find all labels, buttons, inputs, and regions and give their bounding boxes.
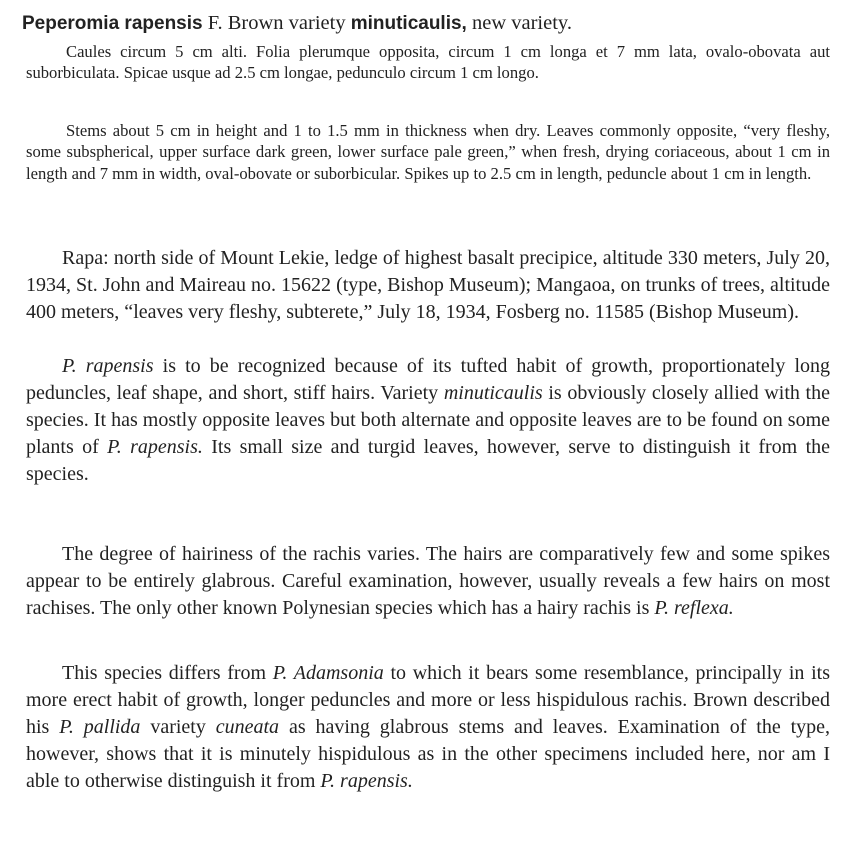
discussion-paragraph-2: The degree of hairiness of the rachis varies. The hairs are comparatively few and some spikes appear to be entirely glabrous. Careful examination, however, usually reveals a few hairs on most rachises. The only other known Polynesian species which has a hairy rachis is P. reflexa. [26, 543, 830, 619]
species-author: F. Brown variety [202, 12, 351, 34]
variety-name: minuticaulis, [350, 13, 467, 34]
english-description: Stems about 5 cm in height and 1 to 1.5 mm in thickness when dry. Leaves commonly opposite, “very fleshy, some subspherical, upper surface dark green, lower surface pale green,” when fresh, drying coriaceous, about 1 cm in length and 7 mm in width, oval-obovate or suborbicular. Spikes up to 2.5 cm in length, peduncle about 1 cm in length. [26, 121, 830, 183]
discussion-paragraph-1: P. rapensis is to be recognized because of its tufted habit of growth, proportionately long peduncles, leaf shape, and short, stiff hairs. Variety minuticaulis is obviously closely allied with the species. It has mostly opposite leaves but both alternate and opposite leaves are to be found on some plants of P. rapensis. Its small size and turgid leaves, however, serve to distinguish it from the species. [26, 355, 831, 485]
species-name: Peperomia rapensis [22, 13, 203, 34]
taxon-heading [22, 8, 832, 39]
heading-tail: new variety. [466, 12, 572, 34]
latin-description: Caules circum 5 cm alti. Folia plerumque opposita, circum 1 cm longa et 7 mm lata, ovalo-obovata aut suborbiculata. Spicae usque ad 2.5 cm longae, pedunculo circum 1 cm longo. [26, 42, 830, 83]
discussion-paragraph-3: This species differs from P. Adamsonia to which it bears some resemblance, principally in its more erect habit of growth, longer peduncles and more or less hispidulous rachis. Brown described his P. pallida variety cuneata as having glabrous stems and leaves. Examination of the type, however, shows that it is minutely hispidulous as in the other specimens included here, nor am I able to otherwise distinguish it from P. rapensis. [26, 662, 831, 792]
specimen-citation: Rapa: north side of Mount Lekie, ledge of highest basalt precipice, altitude 330 meters, July 20, 1934, St. John and Maireau no. 15622 (type, Bishop Museum); Mangaoa, on trunks of trees, altitude 400 meters, “leaves very fleshy, subterete,” July 18, 1934, Fosberg no. 11585 (Bishop Museum). [26, 247, 830, 323]
